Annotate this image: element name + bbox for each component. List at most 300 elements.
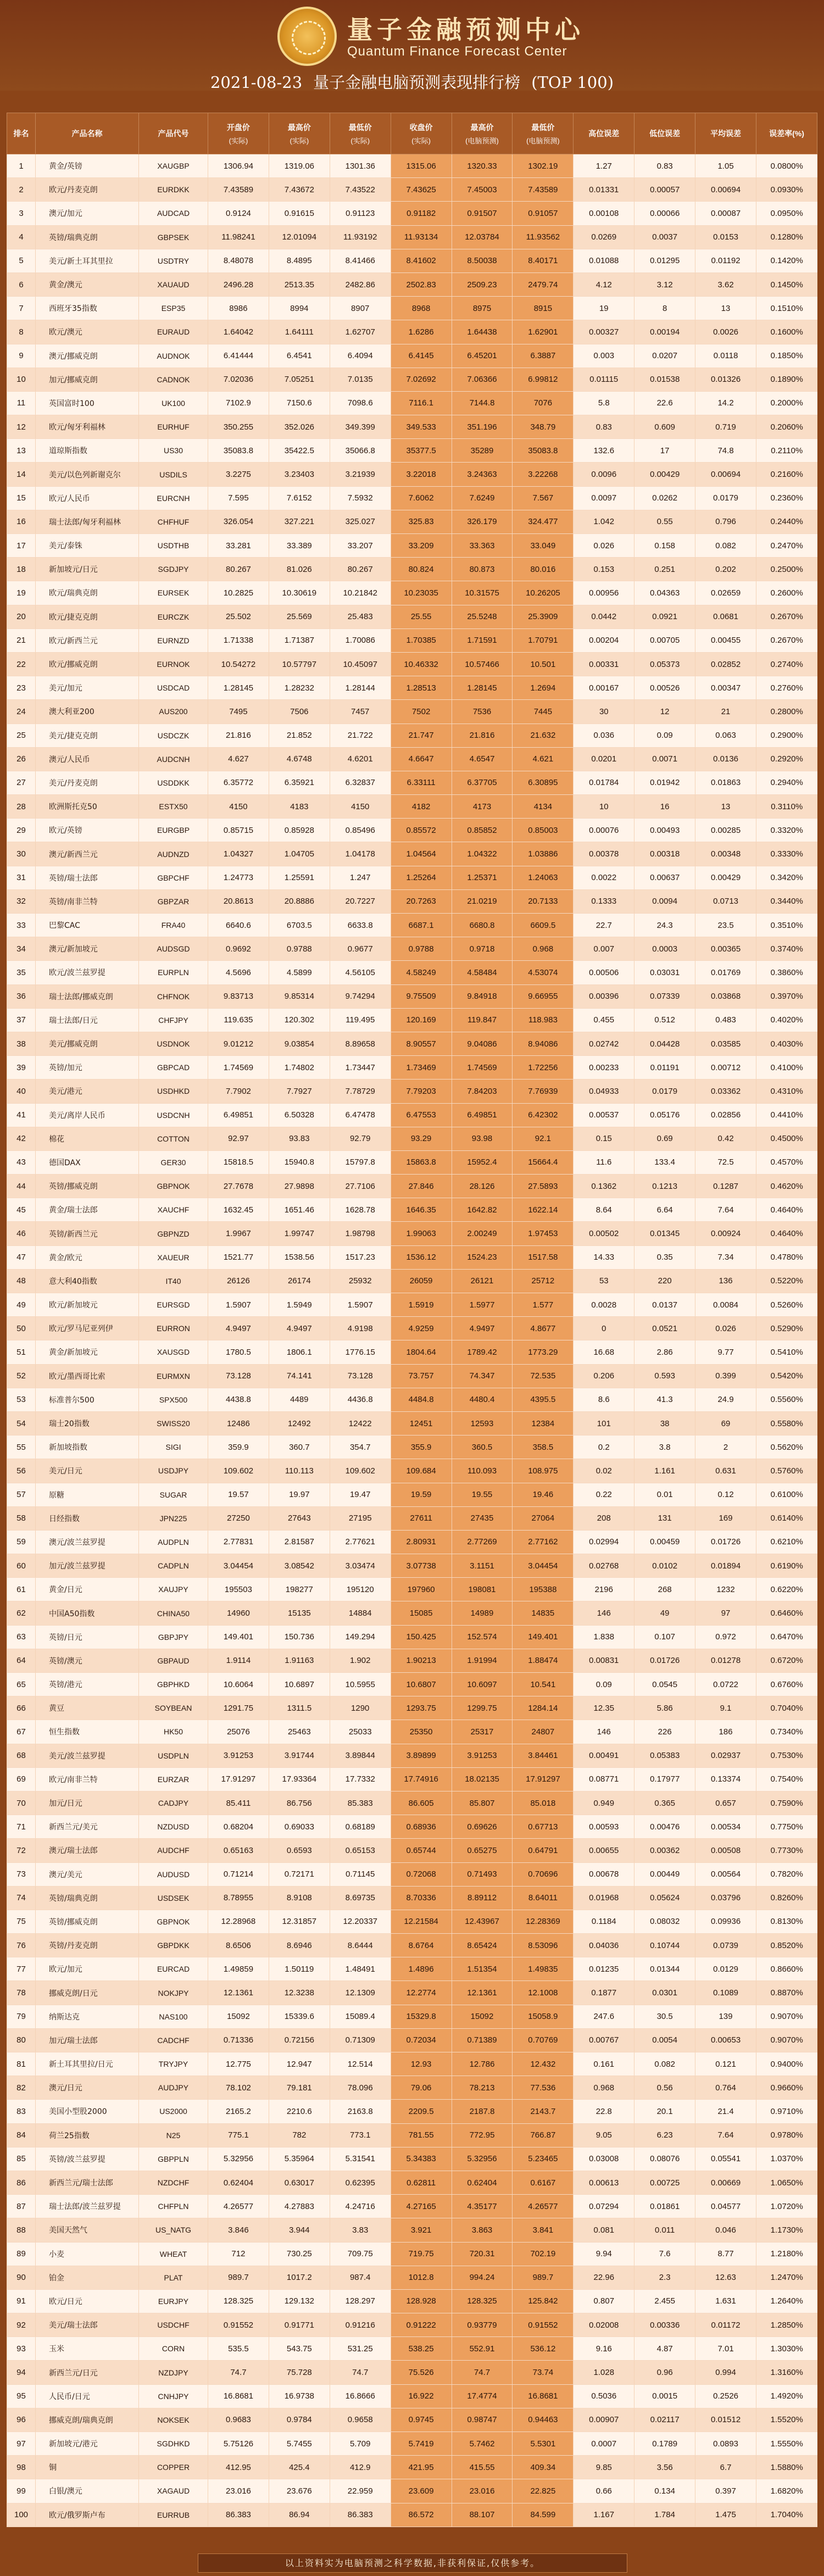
column-header-label: 产品名称 <box>71 129 103 138</box>
table-cell: 中国A50指数 <box>36 1601 139 1625</box>
table-cell: GBPPLN <box>139 2147 208 2171</box>
table-cell: 85.018 <box>513 1791 574 1815</box>
table-row <box>7 1008 817 1032</box>
table-cell: 0.5410% <box>756 1340 817 1364</box>
table-cell: 0 <box>574 1317 634 1340</box>
table-cell: 81 <box>7 2052 36 2076</box>
table-cell: 美元/挪威克朗 <box>36 1032 139 1055</box>
table-cell: 欧元/瑞典克朗 <box>36 581 139 605</box>
table-cell: 0.00831 <box>574 1649 634 1672</box>
table-cell: 27250 <box>208 1506 269 1530</box>
table-cell: 12.1361 <box>208 1981 269 2005</box>
table-cell: 0.17977 <box>634 1767 695 1791</box>
table-cell: 12.20337 <box>330 1910 391 1933</box>
table-cell: 0.9710% <box>756 2100 817 2123</box>
table-cell: 0.10744 <box>634 1934 695 1957</box>
table-cell: 0.02008 <box>574 2313 634 2337</box>
table-cell: 0.00924 <box>695 1222 756 1245</box>
table-cell: 0.69033 <box>269 1815 330 1839</box>
table-cell: GBPCAD <box>139 1056 208 1080</box>
table-cell: 78 <box>7 1981 36 2005</box>
column-header <box>756 113 817 154</box>
table-cell: 1284.14 <box>513 1696 574 1720</box>
table-cell: 2.80931 <box>391 1530 452 1554</box>
table-cell: 4484.8 <box>391 1388 452 1411</box>
table-cell: 2.81587 <box>269 1530 330 1554</box>
table-cell: 0.00233 <box>574 1056 634 1080</box>
table-cell: 5.32956 <box>208 2147 269 2171</box>
table-cell: 2509.23 <box>452 272 513 296</box>
table-cell: 0.00429 <box>634 463 695 486</box>
table-cell: 0.01784 <box>574 771 634 794</box>
table-cell: 79 <box>7 2005 36 2028</box>
table-cell: 6.35921 <box>269 771 330 794</box>
column-header-label: 排名 <box>13 129 29 138</box>
table-cell: 41.3 <box>634 1388 695 1411</box>
table-cell: 0.02659 <box>695 581 756 605</box>
table-cell: 6.41444 <box>208 344 269 368</box>
table-cell: 0.9788 <box>391 937 452 961</box>
table-cell: 6.45201 <box>452 344 513 368</box>
table-cell: 欧元/英镑 <box>36 819 139 842</box>
table-cell: 25033 <box>330 1720 391 1744</box>
table-cell: 20.1 <box>634 2100 695 2123</box>
table-cell: 0.1280% <box>756 225 817 249</box>
table-cell: 9.83713 <box>208 984 269 1008</box>
table-cell: 3.1151 <box>452 1554 513 1578</box>
table-cell: GBPJPY <box>139 1625 208 1649</box>
table-cell: 0.4640% <box>756 1198 817 1222</box>
table-cell: 0.6210% <box>756 1530 817 1554</box>
table-cell: 1.98798 <box>330 1222 391 1245</box>
table-cell: 瑞士法郎/日元 <box>36 1008 139 1032</box>
table-cell: 1.99063 <box>391 1222 452 1245</box>
table-cell: 6.4094 <box>330 344 391 368</box>
table-cell: 6.99812 <box>513 368 574 391</box>
table-cell: 27435 <box>452 1506 513 1530</box>
table-cell: 0.7590% <box>756 1791 817 1815</box>
table-cell: 英镑/波兰兹罗提 <box>36 2147 139 2171</box>
table-cell: 0.65153 <box>330 1839 391 1862</box>
table-cell: 0.6760% <box>756 1673 817 1696</box>
table-cell: 0.081 <box>574 2218 634 2242</box>
table-cell: 0.2500% <box>756 558 817 581</box>
table-row <box>7 842 817 866</box>
table-cell: 日经指数 <box>36 1506 139 1530</box>
table-cell: 1299.75 <box>452 1696 513 1720</box>
table-cell: 0.2800% <box>756 700 817 724</box>
table-cell: 10.30619 <box>269 581 330 605</box>
table-cell: 84.599 <box>513 2503 574 2527</box>
table-cell: 0.71309 <box>330 2028 391 2052</box>
table-cell: 新加坡元/日元 <box>36 558 139 581</box>
table-cell: 51 <box>7 1340 36 1364</box>
table-cell: 9 <box>7 344 36 368</box>
table-cell: 8.89658 <box>330 1032 391 1055</box>
table-cell: 128.325 <box>452 2289 513 2313</box>
table-cell: 0.6470% <box>756 1625 817 1649</box>
table-cell: COTTON <box>139 1127 208 1150</box>
table-cell: 2.77162 <box>513 1530 574 1554</box>
table-cell: 349.399 <box>330 415 391 439</box>
table-row <box>7 1839 817 1862</box>
table-cell: 4.5899 <box>269 961 330 984</box>
table-cell: 80.267 <box>330 558 391 581</box>
table-cell: 0.68189 <box>330 1815 391 1839</box>
table-cell: 欧元/加元 <box>36 1957 139 1981</box>
table-cell: 铜 <box>36 2456 139 2479</box>
table-cell: 56 <box>7 1459 36 1483</box>
table-cell: 0.9784 <box>269 2408 330 2432</box>
table-cell: 4182 <box>391 795 452 819</box>
table-cell: 12.947 <box>269 2052 330 2076</box>
table-cell: 1.74802 <box>269 1056 330 1080</box>
table-cell: 24.3 <box>634 914 695 937</box>
table-cell: 0.01 <box>634 1483 695 1506</box>
table-cell: 0.62811 <box>391 2171 452 2194</box>
table-cell: 1.4920% <box>756 2384 817 2408</box>
table-cell: 1651.46 <box>269 1198 330 1222</box>
table-row <box>7 1601 817 1625</box>
table-cell: 36 <box>7 984 36 1008</box>
table-cell: 黄金/日元 <box>36 1578 139 1601</box>
table-cell: 0.0722 <box>695 1673 756 1696</box>
table-cell: 0.00378 <box>574 842 634 866</box>
table-cell: 12.786 <box>452 2052 513 2076</box>
table-cell: 11.98241 <box>208 225 269 249</box>
table-cell: 28 <box>7 795 36 819</box>
table-cell: 15 <box>7 486 36 510</box>
table-cell: 2.00249 <box>452 1222 513 1245</box>
table-cell: SGDHKD <box>139 2432 208 2456</box>
table-cell: 澳元/波兰兹罗提 <box>36 1530 139 1554</box>
table-cell: 18 <box>7 558 36 581</box>
table-row <box>7 2266 817 2289</box>
table-cell: 0.5036 <box>574 2384 634 2408</box>
table-cell: 0.026 <box>695 1317 756 1340</box>
table-cell: 0.63017 <box>269 2171 330 2194</box>
table-row <box>7 1649 817 1672</box>
table-cell: 0.00564 <box>695 1862 756 1886</box>
table-cell: 0.04363 <box>634 581 695 605</box>
table-cell: 0.66 <box>574 2479 634 2503</box>
table-cell: 英国富时100 <box>36 391 139 415</box>
table-cell: 326.179 <box>452 510 513 533</box>
table-cell: XAUJPY <box>139 1578 208 1601</box>
table-cell: 0.00593 <box>574 1815 634 1839</box>
table-cell: 73 <box>7 1862 36 1886</box>
table-cell: 0.01191 <box>634 1056 695 1080</box>
table-cell: 0.00204 <box>574 628 634 652</box>
table-cell: 0.02742 <box>574 1032 634 1055</box>
column-header-label: 产品代号 <box>158 129 189 138</box>
table-cell: 0.0129 <box>695 1957 756 1981</box>
table-row <box>7 154 817 178</box>
table-cell: 69 <box>695 1411 756 1435</box>
table-cell: 327.221 <box>269 510 330 533</box>
table-cell: 0.01968 <box>574 1886 634 1910</box>
table-cell: 543.75 <box>269 2337 330 2361</box>
table-cell: N25 <box>139 2123 208 2147</box>
table-cell: 1.28232 <box>269 676 330 700</box>
table-cell: 3.89844 <box>330 1744 391 1767</box>
table-cell: 8.50038 <box>452 249 513 272</box>
table-cell: 15092 <box>452 2005 513 2028</box>
table-cell: 0.2 <box>574 1436 634 1459</box>
table-cell: ESTX50 <box>139 795 208 819</box>
table-cell: 26121 <box>452 1269 513 1293</box>
table-cell: 0.512 <box>634 1008 695 1032</box>
table-cell: CHFJPY <box>139 1008 208 1032</box>
table-cell: 0.2600% <box>756 581 817 605</box>
table-cell: AUDPLN <box>139 1530 208 1554</box>
table-cell: 8.64011 <box>513 1886 574 1910</box>
table-cell: 7.6152 <box>269 486 330 510</box>
table-cell: 16.9738 <box>269 2384 330 2408</box>
table-cell: 128.297 <box>330 2289 391 2313</box>
table-cell: 128.928 <box>391 2289 452 2313</box>
table-cell: 19.46 <box>513 1483 574 1506</box>
table-cell: 4.27165 <box>391 2195 452 2218</box>
table-cell: 0.64791 <box>513 1839 574 1862</box>
table-cell: 原糖 <box>36 1483 139 1506</box>
table-cell: 27611 <box>391 1506 452 1530</box>
table-cell: 1.161 <box>634 1459 695 1483</box>
table-cell: 0.71145 <box>330 1862 391 1886</box>
table-cell: 0.8870% <box>756 1981 817 2005</box>
table-cell: 14 <box>7 463 36 486</box>
table-cell: 12.1008 <box>513 1981 574 2005</box>
table-row <box>7 581 817 605</box>
table-cell: 9.16 <box>574 2337 634 2361</box>
table-cell: 0.05373 <box>634 652 695 676</box>
table-cell: EURNZD <box>139 628 208 652</box>
table-cell: 0.9745 <box>391 2408 452 2432</box>
table-cell: 0.0015 <box>634 2384 695 2408</box>
table-cell: SPX500 <box>139 1388 208 1411</box>
table-cell: 5.32956 <box>452 2147 513 2171</box>
table-cell: 0.7750% <box>756 1815 817 1839</box>
table-cell: 3.12 <box>634 272 695 296</box>
table-cell: 欧元/俄罗斯卢布 <box>36 2503 139 2527</box>
table-cell: 12.21584 <box>391 1910 452 1933</box>
table-cell: 0.03008 <box>574 2147 634 2171</box>
table-cell: 6.7 <box>695 2456 756 2479</box>
table-cell: 0.8130% <box>756 1910 817 1933</box>
table-cell: 0.62395 <box>330 2171 391 2194</box>
table-cell: 0.00613 <box>574 2171 634 2194</box>
table-cell: 186 <box>695 1720 756 1744</box>
table-cell: 0.01538 <box>634 368 695 391</box>
table-cell: 5.7455 <box>269 2432 330 2456</box>
table-row <box>7 1222 817 1245</box>
table-cell: 0.2110% <box>756 439 817 463</box>
table-cell: 0.206 <box>574 1364 634 1388</box>
table-cell: 65 <box>7 1673 36 1696</box>
table-cell: 0.04933 <box>574 1080 634 1103</box>
table-cell: 354.7 <box>330 1436 391 1459</box>
table-cell: 531.25 <box>330 2337 391 2361</box>
table-cell: AUS200 <box>139 700 208 724</box>
table-cell: 92.97 <box>208 1127 269 1150</box>
table-cell: GBPZAR <box>139 889 208 913</box>
table-cell: 198277 <box>269 1578 330 1601</box>
table-cell: 0.3440% <box>756 889 817 913</box>
table-cell: 775.1 <box>208 2123 269 2147</box>
table-cell: 0.03868 <box>695 984 756 1008</box>
table-cell: 4.8677 <box>513 1317 574 1340</box>
table-cell: 0.0930% <box>756 178 817 202</box>
table-cell: 0.365 <box>634 1791 695 1815</box>
table-cell: 0.02 <box>574 1459 634 1483</box>
table-cell: 黄金/新加坡元 <box>36 1340 139 1364</box>
table-cell: 86.572 <box>391 2503 452 2527</box>
table-cell: 0.0084 <box>695 1293 756 1317</box>
table-cell: 150.736 <box>269 1625 330 1649</box>
table-cell: 535.5 <box>208 2337 269 2361</box>
table-cell: 1.0370% <box>756 2147 817 2171</box>
table-cell: 2479.74 <box>513 272 574 296</box>
table-cell: 220 <box>634 1269 695 1293</box>
table-cell: 0.9070% <box>756 2028 817 2052</box>
table-cell: 85.383 <box>330 1791 391 1815</box>
table-cell: 0.9658 <box>330 2408 391 2432</box>
table-cell: 719.75 <box>391 2242 452 2266</box>
table-cell: 33.389 <box>269 534 330 558</box>
table-cell: 新西兰元/瑞士法郎 <box>36 2171 139 2194</box>
table-cell: 10.46332 <box>391 652 452 676</box>
table-cell: 0.007 <box>574 937 634 961</box>
table-cell: 7.7927 <box>269 1080 330 1103</box>
table-cell: 0.0054 <box>634 2028 695 2052</box>
table-cell: 0.0442 <box>574 605 634 628</box>
table-cell: 6609.5 <box>513 914 574 937</box>
table-cell: 3.91253 <box>452 1744 513 1767</box>
table-cell: 0.00396 <box>574 984 634 1008</box>
table-cell: 0.83 <box>634 154 695 178</box>
table-cell: USDSEK <box>139 1886 208 1910</box>
table-cell: 0.3320% <box>756 819 817 842</box>
table-cell: 8.90557 <box>391 1032 452 1055</box>
table-cell: 1311.5 <box>269 1696 330 1720</box>
table-cell: 149.401 <box>208 1625 269 1649</box>
table-cell: 英镑/港元 <box>36 1673 139 1696</box>
table-cell: 0.4620% <box>756 1175 817 1198</box>
table-cell: 0.01861 <box>634 2195 695 2218</box>
column-header-sublabel: (实际) <box>350 136 370 145</box>
table-cell: 澳元/加元 <box>36 202 139 225</box>
table-cell: 149.401 <box>513 1625 574 1649</box>
table-cell: 95 <box>7 2384 36 2408</box>
table-cell: 21.747 <box>391 724 452 747</box>
table-cell: 12 <box>634 700 695 724</box>
table-cell: 1.74569 <box>208 1056 269 1080</box>
table-cell: 1780.5 <box>208 1340 269 1364</box>
table-cell: 0.01235 <box>574 1957 634 1981</box>
table-row <box>7 2242 817 2266</box>
table-cell: 1.028 <box>574 2361 634 2384</box>
table-cell: 119.847 <box>452 1008 513 1032</box>
table-cell: 英镑/瑞典克朗 <box>36 225 139 249</box>
table-cell: 13 <box>695 795 756 819</box>
table-cell: 1.28145 <box>208 676 269 700</box>
table-cell: SOYBEAN <box>139 1696 208 1720</box>
table-cell: 澳元/瑞士法郎 <box>36 1839 139 1862</box>
table-row <box>7 1483 817 1506</box>
table-cell: 25350 <box>391 1720 452 1744</box>
table-cell: 英镑/新西兰元 <box>36 1222 139 1245</box>
table-cell: 8994 <box>269 297 330 320</box>
table-cell: 21.722 <box>330 724 391 747</box>
table-cell: 0.72156 <box>269 2028 330 2052</box>
table-cell: 7.01 <box>695 2337 756 2361</box>
table-row <box>7 2337 817 2361</box>
table-cell: 50 <box>7 1317 36 1340</box>
table-cell: SGDJPY <box>139 558 208 581</box>
table-cell: 0.2060% <box>756 415 817 439</box>
table-cell: XAUAUD <box>139 272 208 296</box>
table-cell: 25.5248 <box>452 605 513 628</box>
table-cell: 0.00459 <box>634 1530 695 1554</box>
table-cell: 瑞士法郎/波兰兹罗提 <box>36 2195 139 2218</box>
table-row <box>7 178 817 202</box>
table-cell: NOKSEK <box>139 2408 208 2432</box>
table-cell: 欧元/日元 <box>36 2289 139 2313</box>
table-row <box>7 1388 817 1411</box>
table-cell: 1.49859 <box>208 1957 269 1981</box>
table-cell: 10.5955 <box>330 1673 391 1696</box>
table-cell: 8.41466 <box>330 249 391 272</box>
table-cell: 0.00534 <box>695 1815 756 1839</box>
table-cell: 7.78729 <box>330 1080 391 1103</box>
table-cell: 360.5 <box>452 1436 513 1459</box>
table-cell: 8.53096 <box>513 1934 574 1957</box>
table-cell: 97 <box>7 2432 36 2456</box>
table-cell: 7.43522 <box>330 178 391 202</box>
table-cell: 0.09 <box>634 724 695 747</box>
table-cell: 22.825 <box>513 2479 574 2503</box>
table-cell: 7.06366 <box>452 368 513 391</box>
table-cell: 0.483 <box>695 1008 756 1032</box>
table-cell: 欧元/南非兰特 <box>36 1767 139 1791</box>
table-cell: 0.0137 <box>634 1293 695 1317</box>
table-cell: 9.84918 <box>452 984 513 1008</box>
table-row <box>7 1815 817 1839</box>
table-cell: 83 <box>7 2100 36 2123</box>
table-cell: EURSEK <box>139 581 208 605</box>
table-cell: 19 <box>7 581 36 605</box>
table-cell: 9.74294 <box>330 984 391 1008</box>
table-cell: EURPLN <box>139 961 208 984</box>
table-row <box>7 747 817 771</box>
table-row <box>7 937 817 961</box>
table-cell: 9.85 <box>574 2456 634 2479</box>
table-row <box>7 676 817 700</box>
table-cell: 0.00506 <box>574 961 634 984</box>
table-cell: 0.09936 <box>695 1910 756 1933</box>
table-cell: 720.31 <box>452 2242 513 2266</box>
table-cell: 0.2160% <box>756 463 817 486</box>
table-cell: 19.55 <box>452 1483 513 1506</box>
table-cell: 6680.8 <box>452 914 513 937</box>
table-cell: 1776.15 <box>330 1340 391 1364</box>
table-cell: 玉米 <box>36 2337 139 2361</box>
table-cell: 0.1510% <box>756 297 817 320</box>
table-cell: 7.43672 <box>269 178 330 202</box>
table-cell: 19.59 <box>391 1483 452 1506</box>
table-cell: 0.0071 <box>634 747 695 771</box>
table-cell: 730.25 <box>269 2242 330 2266</box>
